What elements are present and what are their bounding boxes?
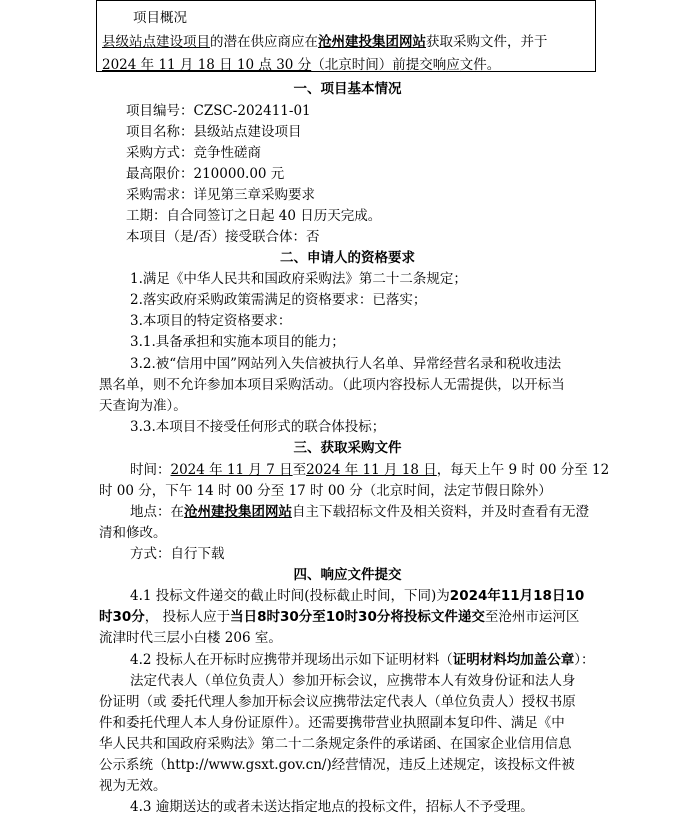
acquisition-place-line-1 [130, 502, 589, 522]
submission-4-2-line-7: 视为无效。 [99, 778, 167, 794]
submission-text: ）： [574, 652, 595, 668]
consortium-accepted: 本项目（是/否）接受联合体：否 [126, 229, 320, 245]
construction-period: 工期：自合同签订之日起 40 日历天完成。 [126, 208, 382, 224]
section-2-heading: 二、申请人的资格要求 [280, 250, 415, 266]
qualification-3-2-line-2: 黑名单，则不允许参加本项目采购活动。（此项内容投标人无需提供，以开标当 [99, 377, 565, 393]
time-rest: ，每天上午 9 时 00 分至 12 [436, 462, 610, 478]
submission-deadline-end: 时30分 [99, 609, 145, 625]
submission-text: 4.1 投标文件递交的截止时间(投标截止时间，下同)为 [130, 588, 450, 604]
procurement-method: 采购方式：竞争性磋商 [126, 145, 261, 161]
qualification-3: 3.本项目的特定资格要求： [130, 313, 292, 329]
place-label: 地点：在 [130, 504, 184, 520]
overview-line-1 [102, 32, 548, 52]
acquisition-time-line-1 [130, 460, 609, 480]
overview-text: （北京时间）前提交响应文件。 [311, 57, 501, 73]
seal-requirement: 证明材料均加盖公章 [452, 652, 575, 668]
place-site-link[interactable]: 沧州建投集团网站 [184, 504, 292, 520]
submission-4-1-line-3: 流津时代三层小白楼 206 室。 [99, 630, 282, 646]
submission-deadline: 2024年11月18日10 [449, 588, 585, 604]
qualification-3-2-line-3: 天查询为准）。 [99, 398, 187, 414]
acquisition-place-line-2: 清和修改。 [99, 525, 167, 541]
overview-text: 获取采购文件，并于 [426, 34, 548, 50]
qualification-3-1: 3.1.具备承担和实施本项目的能力； [130, 334, 345, 350]
submission-4-2-line-2: 法定代表人（单位负责人）参加开标会议，应携带本人有效身份证和法人身 [130, 673, 576, 689]
overview-site-link[interactable]: 沧州建投集团网站 [318, 34, 426, 50]
time-start: 2024 年 11 月 7 日 [170, 462, 293, 478]
procurement-requirement: 采购需求：详见第三章采购要求 [126, 187, 315, 203]
qualification-2: 2.落实政府采购政策需满足的资格要求：已落实； [130, 292, 427, 308]
submission-text: ， 投标人应于 [144, 609, 231, 625]
qualification-3-2-line-1: 3.2.被“信用中国”网站列入失信被执行人名单、异常经营名录和税收违法 [130, 356, 562, 372]
time-to: 至 [292, 462, 307, 478]
acquisition-method: 方式：自行下载 [130, 546, 225, 562]
submission-4-3: 4.3 逾期送达的或者未送达指定地点的投标文件，招标人不予受理。 [130, 799, 534, 815]
submission-window: 当日8时30分至10时30分将投标文件递交 [230, 609, 485, 625]
overview-title: 项目概况 [133, 10, 187, 26]
submission-4-1-line-2 [99, 607, 579, 627]
submission-text: 4.2 投标人在开标时应携带并现场出示如下证明材料（ [130, 652, 453, 668]
overview-text: 的潜在供应商应在 [210, 34, 318, 50]
project-number: 项目编号：CZSC-202411-01 [126, 103, 311, 119]
submission-4-2-line-5: 华人民共和国政府采购法》第二十二条规定条件的承诺函、在国家企业信用信息 [99, 736, 572, 752]
section-4-heading: 四、响应文件提交 [293, 567, 402, 583]
acquisition-time-line-2: 时 00 分，下午 14 时 00 分至 17 时 00 分（北京时间，法定节假日除外） [99, 483, 552, 499]
section-3-heading: 三、获取采购文件 [293, 440, 402, 456]
qualification-1: 1.满足《中华人民共和国政府采购法》第二十二条规定； [130, 271, 467, 287]
overview-line-2 [102, 55, 500, 75]
overview-deadline: 2024 年 11 月 18 日 10 点 30 分 [102, 57, 312, 73]
submission-4-2-line-6: 公示系统（http://www.gsxt.gov.cn/)经营情况，违反上述规定，该投标文件被 [99, 757, 575, 773]
section-1-heading: 一、项目基本情况 [293, 81, 402, 97]
qualification-3-3: 3.3.本项目不接受任何形式的联合体投标； [130, 419, 386, 435]
overview-project-name: 县级站点建设项目 [102, 34, 210, 50]
time-end: 2024 年 11 月 18 日 [306, 462, 437, 478]
place-rest: 自主下载招标文件及相关资料，并及时查看有无澄 [292, 504, 589, 520]
project-name: 项目名称：县级站点建设项目 [126, 124, 302, 140]
submission-text: 至沧州市运河区 [484, 609, 580, 625]
max-price: 最高限价：210000.00 元 [126, 166, 285, 182]
submission-4-1-line-1 [130, 586, 584, 606]
submission-4-2-line-1 [130, 650, 595, 670]
submission-4-2-line-3: 份证明（或 委托代理人参加开标会议应携带法定代表人（单位负责人）授权书原 [99, 694, 576, 710]
submission-4-2-line-4: 件和委托代理人本人身份证原件）。还需要携带营业执照副本复印件、满足《中 [99, 715, 565, 731]
time-label: 时间： [130, 462, 171, 478]
